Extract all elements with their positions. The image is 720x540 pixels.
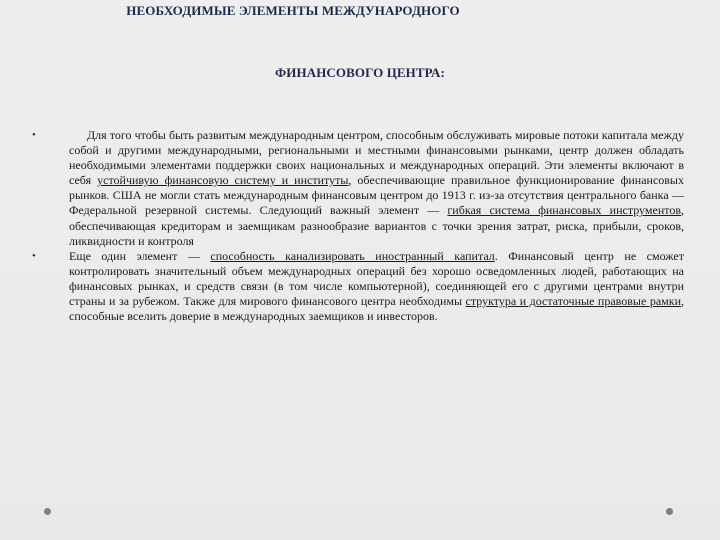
underlined-term: структура и достаточные правовые рамки xyxy=(465,294,681,309)
underlined-term: гибкая система финансовых инструментов xyxy=(447,203,681,218)
bullet-marker: • xyxy=(32,129,36,141)
bullet-text-2 xyxy=(69,249,684,323)
text-segment: Еще один элемент — xyxy=(69,248,211,263)
bullet-list xyxy=(32,128,684,324)
text-segment: . Финансовый центр не сможет контролировать значительный объем международных операций без хорошо осведомленных людей, работающих на финансовых рынках, и средств связи (в том числе компьютерной), соединяющей его с другими центрами внутри страны и за рубежом. Также для мирового финансового центра необходимы xyxy=(69,248,684,309)
decorative-dot-right xyxy=(666,508,673,515)
title-line-1: НЕОБХОДИМЫЕ ЭЛЕМЕНТЫ МЕЖДУНАРОДНОГО xyxy=(126,3,460,18)
bullet-text-1 xyxy=(69,128,684,248)
bullet-marker: • xyxy=(32,249,36,262)
underlined-term: устойчивую финансовую систему и институты xyxy=(97,173,349,188)
text-segment: , обеспечивающие правильное функционирование финансовых рынков. США не могли стать международным финансовым центром до 1913 г. из-за отсутствия центрального банка — Федеральной резервной системы. Следующий важный элемент — xyxy=(69,173,684,218)
bullet-item-1 xyxy=(32,128,684,249)
text-segment: , способные вселить доверие в международных заемщиков и инвесторов. xyxy=(69,294,684,324)
text-segment: Для того чтобы быть развитым международным центром, способным обслуживать мировые потоки капитала между собой и другими международными, региональными и местными финансовыми рынками, центр должен обладать необходимыми элементами поддержки своих национальных и международных операций. Эти элементы включают в себя xyxy=(69,128,684,188)
text-segment: , обеспечивающая кредиторам и заемщикам разнообразие вариантов с точки зрения затрат, риска, прибыли, сроков, ликвидности и контроля xyxy=(69,203,684,248)
underlined-term: способность канализировать иностранный капитал xyxy=(210,248,495,263)
decorative-dot-left xyxy=(44,508,51,515)
title-line-2: ФИНАНСОВОГО ЦЕНТРА: xyxy=(275,65,445,80)
bullet-item-2 xyxy=(32,249,684,324)
